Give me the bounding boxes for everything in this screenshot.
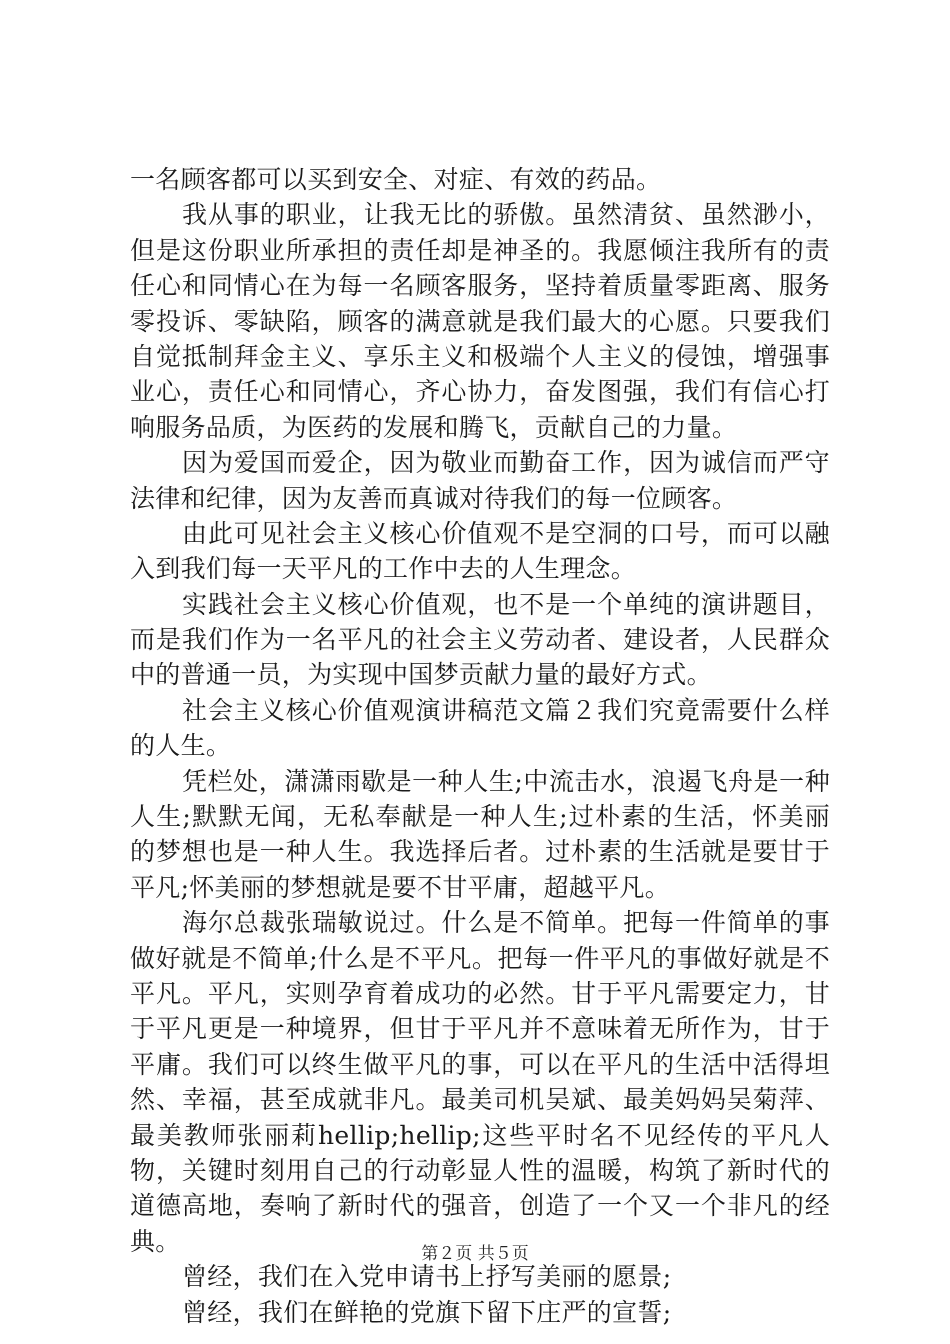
text-line: 曾经，我们在入党申请书上抒写美丽的愿景; bbox=[182, 1262, 672, 1292]
text-line: 入到我们每一天平凡的工作中去的人生理念。 bbox=[130, 554, 637, 584]
text-line: 于平凡更是一种境界，但甘于平凡并不意味着无所作为，甘于 bbox=[130, 1014, 830, 1044]
document-body bbox=[130, 162, 830, 1330]
page-number-footer: 第２页 共５页 bbox=[421, 1244, 529, 1264]
text-line: 中的普通一员，为实现中国梦贡献力量的最好方式。 bbox=[130, 660, 712, 690]
text-line: 物，关键时刻用自己的行动彰显人性的温暖，构筑了新时代的 bbox=[130, 1155, 830, 1185]
text-line: 自觉抵制拜金主义、享乐主义和极端个人主义的侵蚀，增强事 bbox=[130, 341, 830, 371]
text-line: 凭栏处，潇潇雨歇是一种人生;中流击水，浪遏飞舟是一种 bbox=[182, 766, 830, 796]
text-line: 的梦想也是一种人生。我选择后者。过朴素的生活就是要甘于 bbox=[130, 837, 830, 867]
text-line: 业心，责任心和同情心，齐心协力，奋发图强，我们有信心打 bbox=[130, 377, 830, 407]
text-line: 一名顾客都可以买到安全、对症、有效的药品。 bbox=[130, 165, 662, 194]
text-line: 我从事的职业，让我无比的骄傲。虽然清贫、虽然渺小， bbox=[182, 200, 830, 230]
text-line: 人生;默默无闻，无私奉献是一种人生;过朴素的生活，怀美丽 bbox=[130, 802, 830, 832]
text-line: 但是这份职业所承担的责任却是神圣的。我愿倾注我所有的责 bbox=[130, 235, 830, 265]
text-line: 零投诉、零缺陷，顾客的满意就是我们最大的心愿。只要我们 bbox=[130, 306, 830, 336]
text-line: 海尔总裁张瑞敏说过。什么是不简单。把每一件简单的事 bbox=[182, 908, 830, 938]
text-line: 平凡;怀美丽的梦想就是要不甘平庸，超越平凡。 bbox=[130, 872, 671, 902]
text-line: 平庸。我们可以终生做平凡的事，可以在平凡的生活中活得坦 bbox=[130, 1049, 830, 1079]
text-line: 平凡。平凡，实则孕育着成功的必然。甘于平凡需要定力，甘 bbox=[130, 978, 830, 1008]
text-line: 典。 bbox=[130, 1226, 181, 1256]
text-line: 由此可见社会主义核心价值观不是空洞的口号，而可以融 bbox=[182, 518, 830, 548]
text-line: 因为爱国而爱企，因为敬业而勤奋工作，因为诚信而严守 bbox=[182, 448, 830, 478]
text-line: 的人生。 bbox=[130, 731, 232, 761]
text-line: 而是我们作为一名平凡的社会主义劳动者、建设者，人民群众 bbox=[130, 625, 830, 655]
text-line: 做好就是不简单;什么是不平凡。把每一件平凡的事做好就是不 bbox=[130, 943, 830, 973]
text-line: 道德高地，奏响了新时代的强音，创造了一个又一个非凡的经 bbox=[130, 1191, 830, 1221]
text-line: 法律和纪律，因为友善而真诚对待我们的每一位顾客。 bbox=[130, 483, 738, 513]
text-line: 社会主义核心价值观演讲稿范文篇２我们究竟需要什么样 bbox=[182, 695, 830, 725]
text-line: 最美教师张丽莉hellip;hellip;这些平时名不见经传的平凡人 bbox=[130, 1120, 830, 1150]
text-line: 然、幸福，甚至成就非凡。最美司机吴斌、最美妈妈吴菊萍、 bbox=[130, 1085, 830, 1115]
text-line: 曾经，我们在鲜艳的党旗下留下庄严的宣誓; bbox=[182, 1297, 672, 1327]
text-line: 响服务品质，为医药的发展和腾飞，贡献自己的力量。 bbox=[130, 412, 738, 442]
text-line: 任心和同情心在为每一名顾客服务，坚持着质量零距离、服务 bbox=[130, 271, 830, 301]
text-line: 实践社会主义核心价值观，也不是一个单纯的演讲题目， bbox=[182, 589, 830, 619]
